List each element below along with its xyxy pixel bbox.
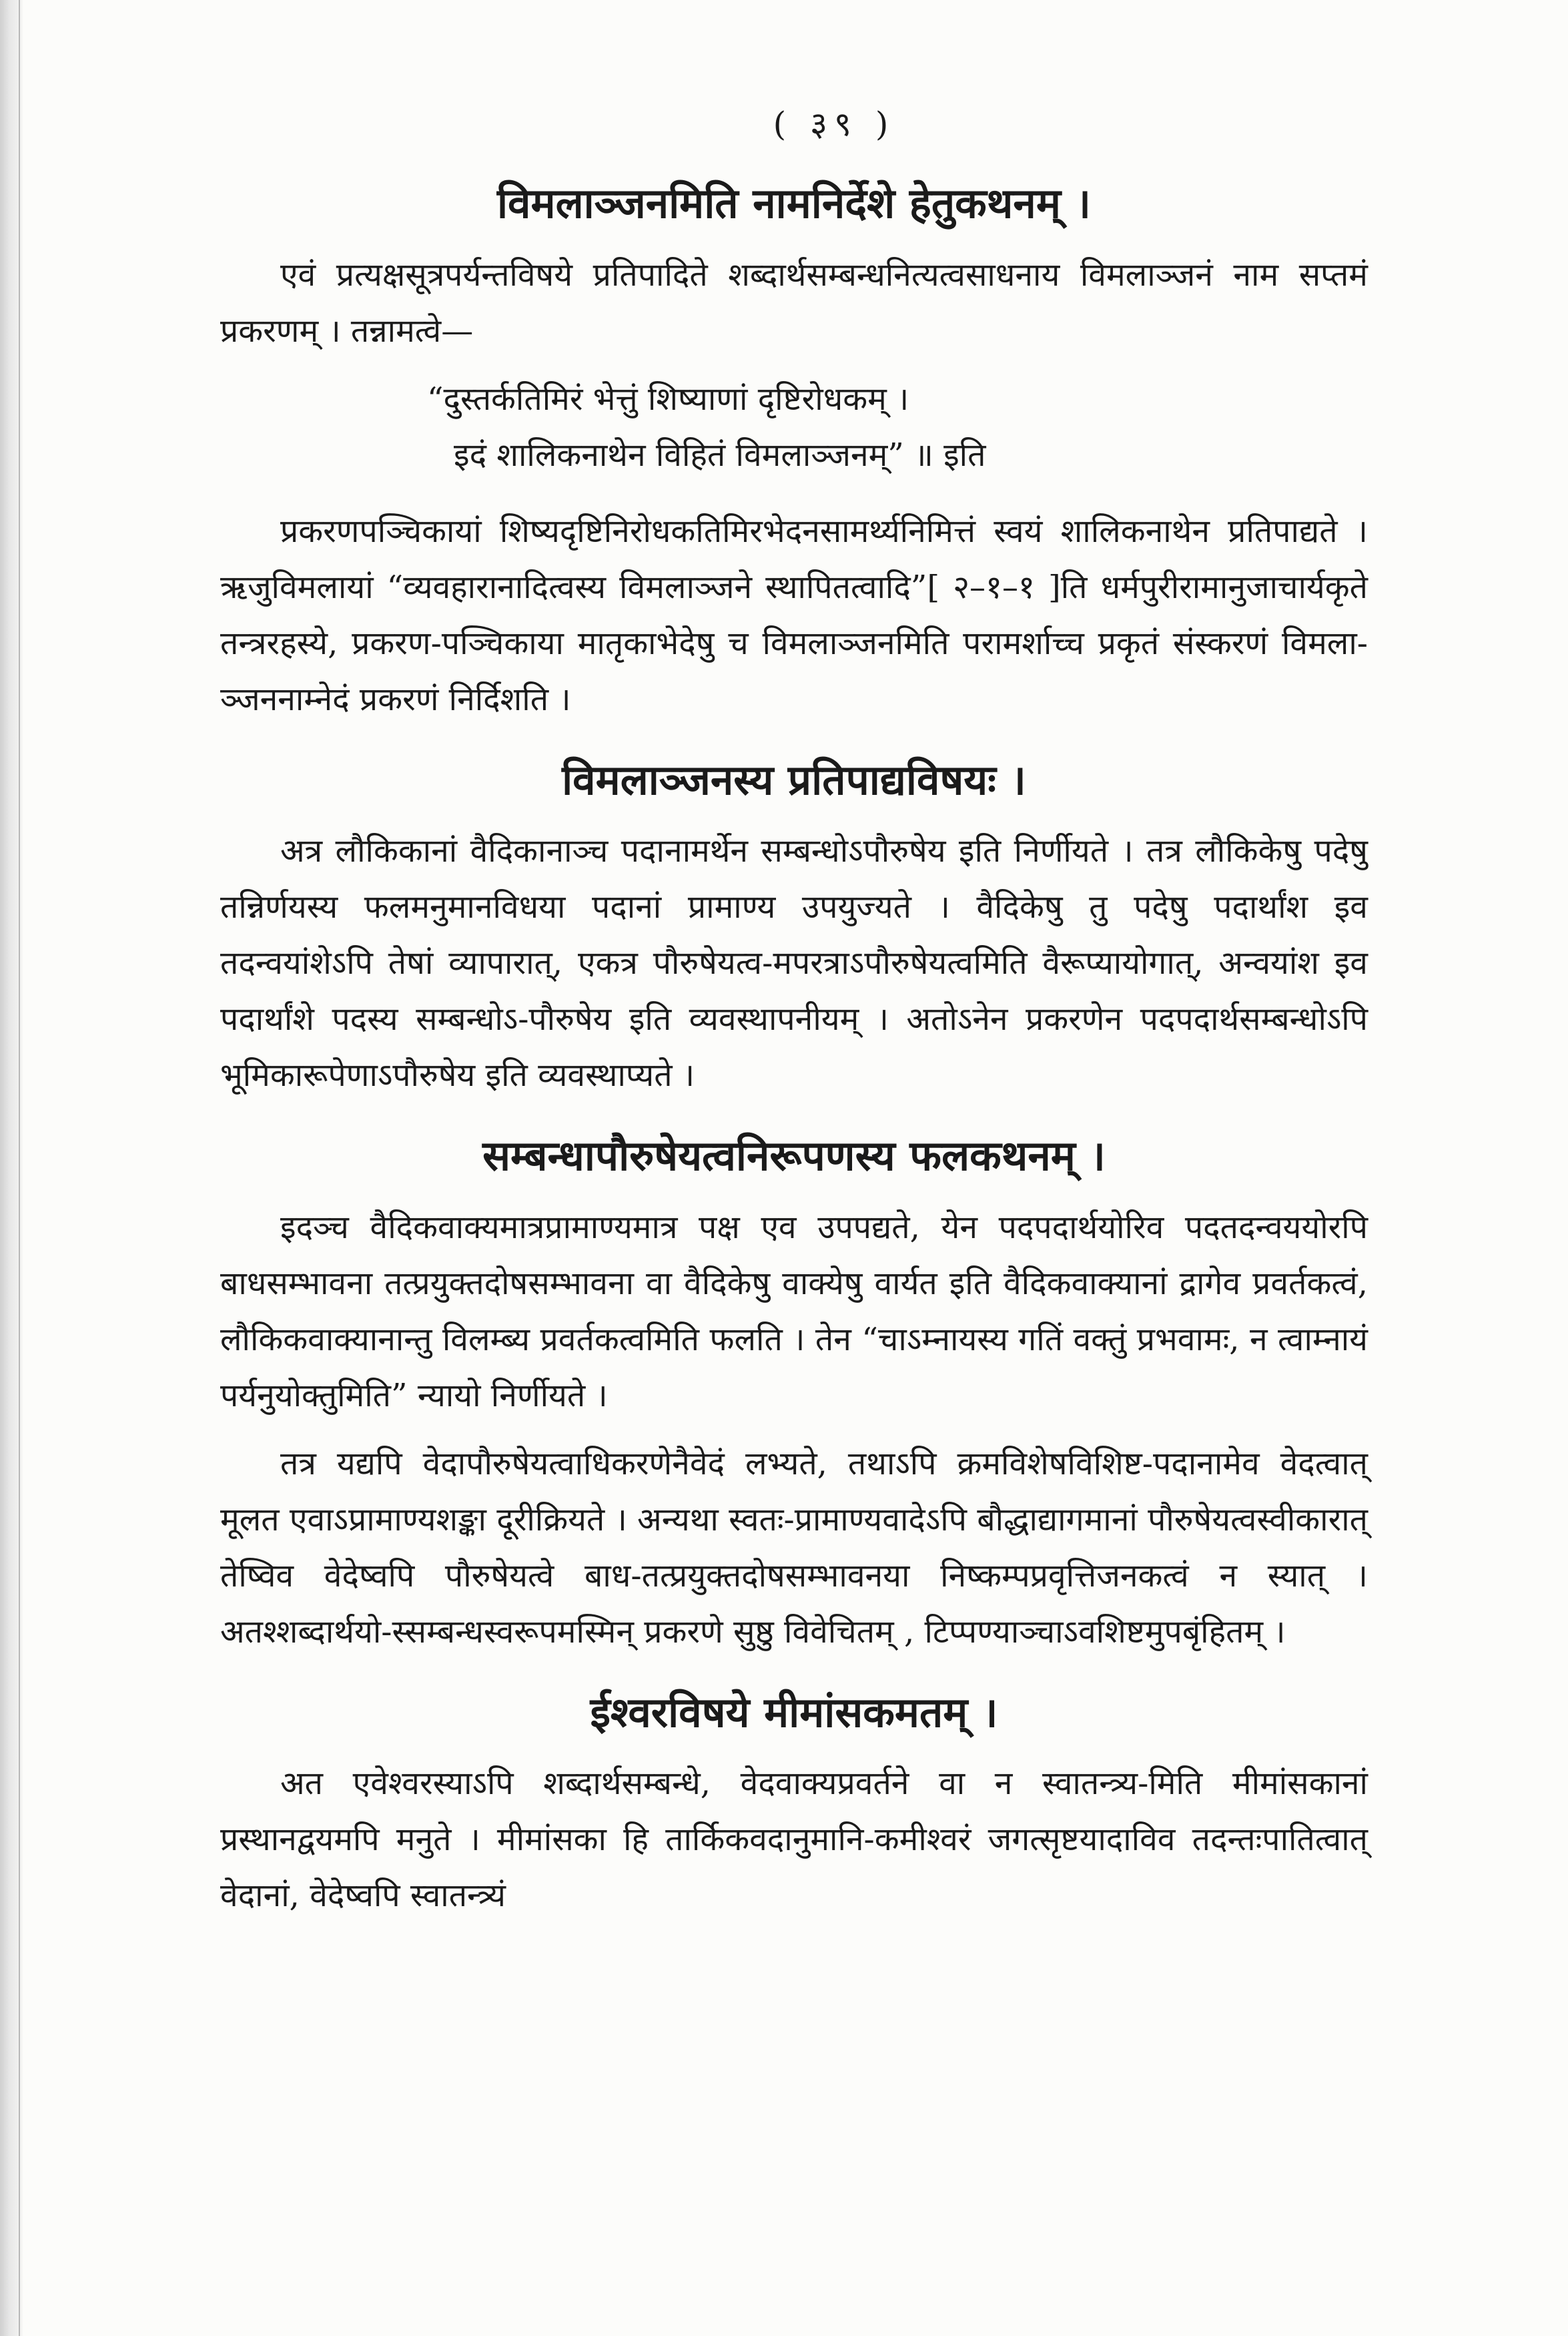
paragraph: इदञ्च वैदिकवाक्यमात्रप्रामाण्यमात्र पक्ष एव उपपद्यते, येन पदपदार्थयोरिव पदतदन्वययोरपि बाधसम्भावना तत्प्रयुक्तदोषसम्भावना वा वैदिकेषु वाक्येषु वार्यत इति वैदिकवाक्यानां द्रागेव प्रवर्तकत्वं, लौकिकवाक्यानान्तु विलम्ब्य प्रवर्तकत्वमिति फलति । तेन “चाऽम्नायस्य गतिं वक्तुं प्रभवामः, न त्वाम्नायं पर्यनुयोक्तुमिति” न्यायो निर्णीयते ।	[220, 1208, 1368, 1414]
section-purpose	[220, 1130, 1368, 1660]
paragraph: अत्र लौकिकानां वैदिकानाञ्च पदानामर्थेन सम्बन्धोऽपौरुषेय इति निर्णीयते । तत्र लौकिकेषु पदेषु तन्निर्णयस्य फलमनुमानविधया पदानां प्रामाण्य उपयुज्यते । वैदिकेषु तु पदेषु पदार्थांश इव तदन्वयांशेऽपि तेषां व्यापारात्, एकत्र पौरुषेयत्व-मपरत्राऽपौरुषेयत्वमिति वैरूप्यायोगात्, अन्वयांश इव पदार्थांशे पदस्य सम्बन्धोऽ-पौरुषेय इति व्यवस्थापनीयम् । अतोऽनेन प्रकरणेन पदपदार्थसम्बन्धोऽपि भूमिकारूपेणाऽपौरुषेय इति व्यवस्थाप्यते ।	[220, 832, 1368, 1094]
paragraph: अत एवेश्वरस्याऽपि शब्दार्थसम्बन्धे, वेदवाक्यप्रवर्तने वा न स्वातन्त्र्य-मिति मीमांसकानां प्रस्थानद्वयमपि मनुते । मीमांसका हि तार्किकवदानुमानि-कमीश्वरं जगत्सृष्टयादाविव तदन्तःपातित्वात् वेदानां, वेदेष्वपि स्वातन्त्र्यं	[220, 1765, 1368, 1914]
verse-line: “दुस्तर्कतिमिरं भेत्तुं शिष्याणां दृष्टिरोधकम् ।	[427, 380, 909, 418]
book-page	[220, 100, 1368, 1936]
section-heading: ईश्वरविषये मीमांसकमतम् ।	[590, 1687, 998, 1737]
paragraph: तत्र यद्यपि वेदापौरुषेयत्वाधिकरणेनैवेदं लभ्यते, तथाऽपि क्रमविशेषविशिष्ट-पदानामेव वेदत्वात् मूलत एवाऽप्रामाण्यशङ्का दूरीक्रियते । अन्यथा स्वतः-प्रामाण्यवादेऽपि बौद्धाद्यागमानां पौरुषेयत्वस्वीकारात् तेष्विव वेदेष्वपि पौरुषेयत्वे बाध-तत्प्रयुक्तदोषसम्भावनया निष्कम्पप्रवृत्तिजनकत्वं न स्यात् । अतश्शब्दार्थयो-स्सम्बन्धस्वरूपमस्मिन् प्रकरणे सुष्ठु विवेचितम् , टिप्पण्याञ्चाऽवशिष्टमुपबृंहितम् ।	[220, 1444, 1368, 1651]
section-subject-matter	[220, 754, 1368, 1104]
section-heading: सम्बन्धापौरुषेयत्वनिरूपणस्य फलकथनम् ।	[482, 1131, 1106, 1180]
section-heading: विमलाञ्जनमिति नामनिर्देशे हेतुकथनम् ।	[497, 179, 1091, 228]
paragraph: प्रकरणपञ्चिकायां शिष्यदृष्टिनिरोधकतिमिरभेदनसामर्थ्यनिमित्तं स्वयं शालिकनाथेन प्रतिपाद्यते । ऋजुविमलायां “व्यवहारानादित्वस्य विमलाञ्जने स्थापितत्वादि”[ २–१–१ ]ति धर्मपुरीरामानुजाचार्यकृते तन्त्ररहस्ये, प्रकरण-पञ्चिकाया मातृकाभेदेषु च विमलाञ्जनमिति परामर्शाच्च प्रकृतं संस्करणं विमला-ञ्जननाम्नेदं प्रकरणं निर्दिशति ।	[220, 512, 1368, 718]
page-number: ( ३९ )	[773, 105, 895, 143]
section-name-reason	[220, 178, 1368, 727]
page-binding-edge	[0, 0, 23, 2336]
quoted-verse	[220, 371, 1368, 483]
paragraph: एवं प्रत्यक्षसूत्रपर्यन्तविषये प्रतिपादिते शब्दार्थसम्बन्धनित्यत्वसाधनाय विमलाञ्जनं नाम सप्तमं प्रकरणम् । तन्नामत्वे—	[220, 256, 1368, 350]
verse-line: इदं शालिकनाथेन विहितं विमलाञ्जनम्” ॥ इति	[454, 436, 986, 474]
section-ishvara-view	[220, 1687, 1368, 1924]
section-heading: विमलाञ्जनस्य प्रतिपाद्यविषयः ।	[562, 755, 1026, 804]
